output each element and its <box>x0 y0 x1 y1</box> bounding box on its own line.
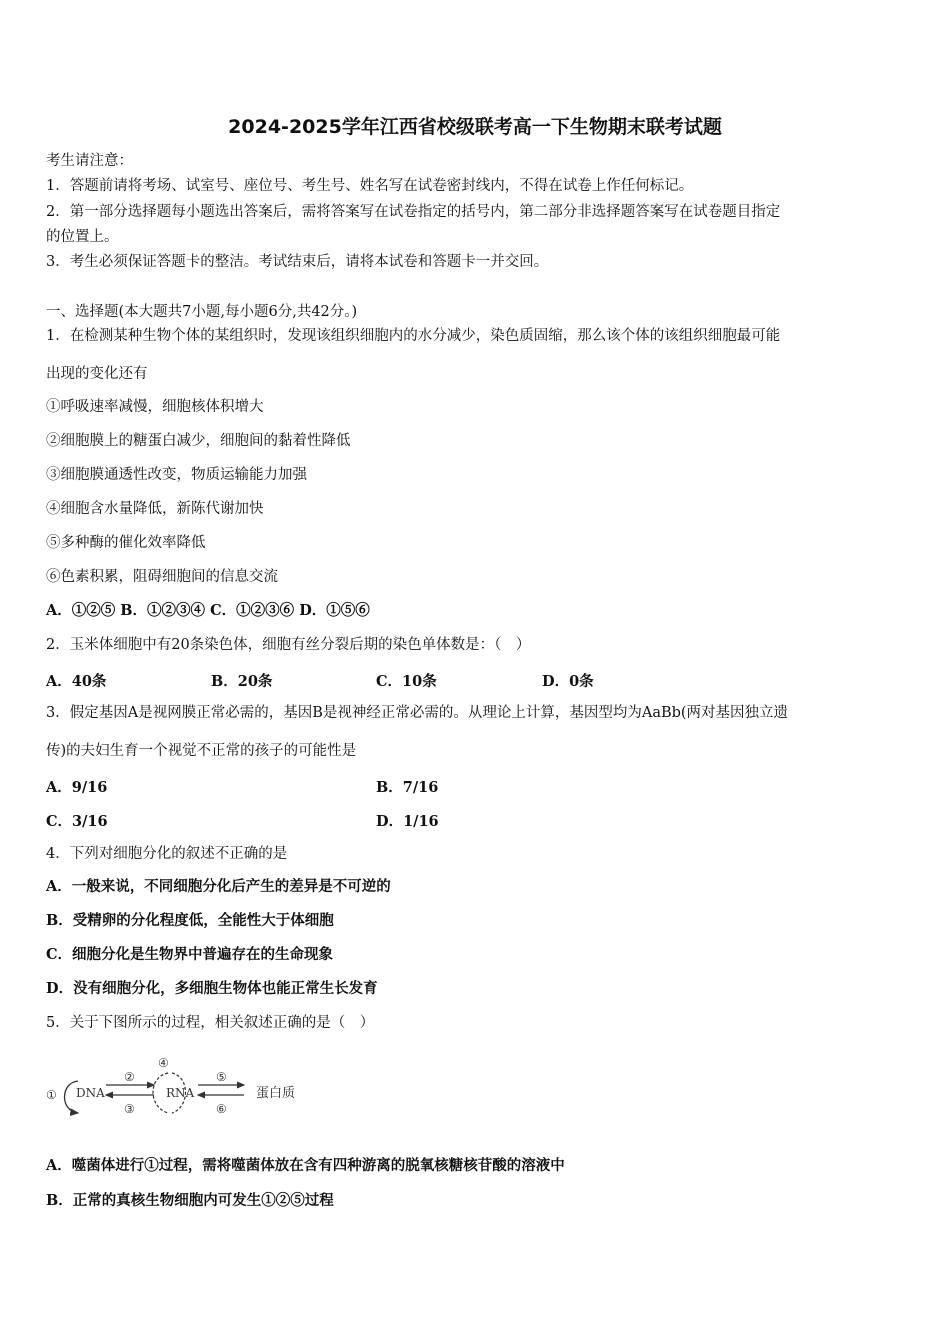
notice-item: 的位置上。 <box>46 229 119 245</box>
section-heading: 一、选择题(本大题共7小题,每小题6分,共42分。) <box>46 304 358 320</box>
q4-option-b: B．受精卵的分化程度低，全能性大于体细胞 <box>46 912 334 929</box>
page-title: 2024-2025学年江西省校级联考高一下生物期末联考试题 <box>228 116 722 138</box>
q1-item: ⑥色素积累，阻碍细胞间的信息交流 <box>46 569 278 585</box>
q1-item: ①呼吸速率减慢，细胞核体积增大 <box>46 399 264 415</box>
q1-item: ③细胞膜通透性改变，物质运输能力加强 <box>46 467 307 483</box>
notice-item: 1．答题前请将考场、试室号、座位号、考生号、姓名写在试卷密封线内，不得在试卷上作任何标记。 <box>46 178 694 194</box>
q4-option-a: A．一般来说，不同细胞分化后产生的差异是不可逆的 <box>46 878 391 895</box>
q3-option-c: C．3/16 <box>46 813 108 830</box>
q1-item: ⑤多种酶的催化效率降低 <box>46 535 206 551</box>
central-dogma-diagram <box>44 1055 314 1125</box>
q2-option-d: D．0条 <box>542 673 594 690</box>
q3-stem-cont: 传)的夫妇生育一个视觉不正常的孩子的可能性是 <box>46 743 357 759</box>
q5-option-b: B．正常的真核生物细胞内可发生①②⑤过程 <box>46 1192 334 1209</box>
q5-stem: 5．关于下图所示的过程，相关叙述正确的是（ ） <box>46 1015 375 1031</box>
label-1: ① <box>46 1088 57 1102</box>
q3-option-a: A．9/16 <box>46 779 108 796</box>
q4-stem: 4．下列对细胞分化的叙述不正确的是 <box>46 846 288 862</box>
dna-label: DNA <box>76 1086 105 1100</box>
q3-stem: 3．假定基因A是视网膜正常必需的，基因B是视神经正常必需的。从理论上计算，基因型均为AaBb(两对基因独立遗 <box>46 705 789 721</box>
q5-option-a: A．噬菌体进行①过程，需将噬菌体放在含有四种游离的脱氧核糖核苷酸的溶液中 <box>46 1157 565 1174</box>
q2-stem: 2．玉米体细胞中有20条染色体，细胞有丝分裂后期的染色单体数是：（ ） <box>46 637 531 653</box>
q3-option-d: D．1/16 <box>376 813 439 830</box>
label-4: ④ <box>158 1056 169 1070</box>
label-2: ② <box>124 1070 135 1084</box>
q2-option-a: A．40条 <box>46 673 107 690</box>
q1-options: A．①②⑤ B．①②③④ C．①②③⑥ D．①⑤⑥ <box>46 602 370 619</box>
q2-option-b: B．20条 <box>211 673 273 690</box>
label-5: ⑤ <box>216 1070 227 1084</box>
q1-stem: 1．在检测某种生物个体的某组织时，发现该组织细胞内的水分减少，染色质固缩，那么该个体的该组织细胞最可能 <box>46 328 781 344</box>
notice-item: 3．考生必须保证答题卡的整洁。考试结束后，请将本试卷和答题卡一并交回。 <box>46 254 549 270</box>
protein-label: 蛋白质 <box>256 1086 296 1101</box>
notice-item: 2．第一部分选择题每小题选出答案后，需将答案写在试卷指定的括号内，第二部分非选择题答案写在试卷题目指定 <box>46 204 781 220</box>
q2-option-c: C．10条 <box>376 673 437 690</box>
q1-item: ②细胞膜上的糖蛋白减少，细胞间的黏着性降低 <box>46 433 351 449</box>
q1-item: ④细胞含水量降低，新陈代谢加快 <box>46 501 264 517</box>
q4-option-d: D．没有细胞分化，多细胞生物体也能正常生长发育 <box>46 980 378 997</box>
q3-option-b: B．7/16 <box>376 779 439 796</box>
q1-stem-cont: 出现的变化还有 <box>46 366 148 382</box>
rna-label: RNA <box>166 1086 195 1100</box>
q4-option-c: C．细胞分化是生物界中普遍存在的生命现象 <box>46 946 334 963</box>
label-3: ③ <box>124 1102 135 1116</box>
label-6: ⑥ <box>216 1102 227 1116</box>
notice-heading: 考生请注意： <box>46 153 133 169</box>
